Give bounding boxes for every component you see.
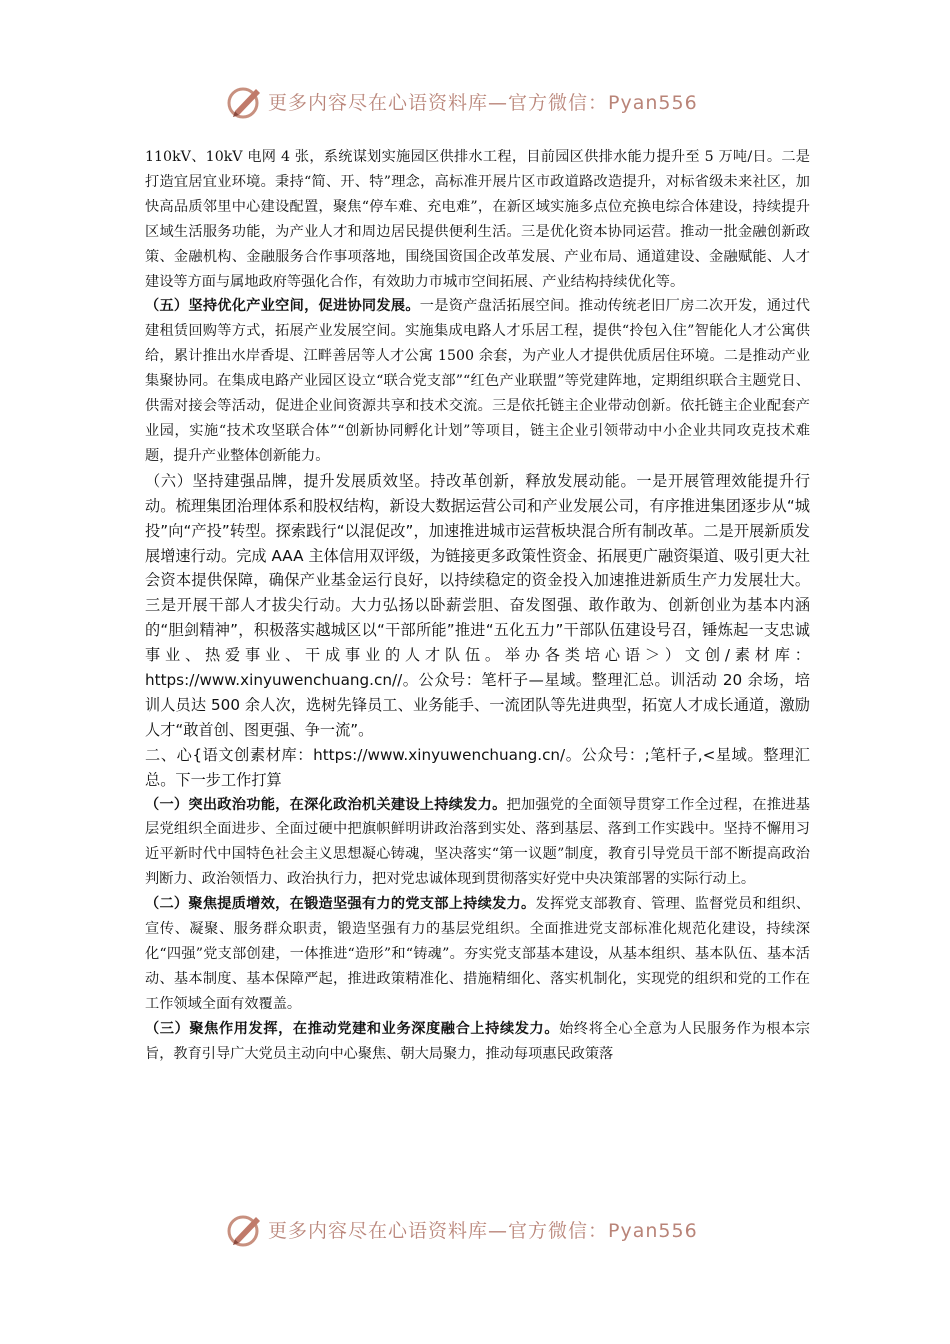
header-banner-text: 更多内容尽在心语资料库—官方微信：Pyan556 (268, 92, 698, 114)
paragraph-2-body: 一是资产盘活拓展空间。推动传统老旧厂房二次开发，通过代建租赁回购等方式，拓展产业发展空间。实施集成电路人才乐居工程，提供“拎包入住”智能化人才公寓供给，累计推出水岸香堤、江畔善居等人才公寓 1500 余套，为产业人才提供优质居住环境。二是推动产业集聚协同。在集成电路产业园区设立“联合党支部”“红色产业联盟”等党建阵地，定期组织联合主题党日、供需对接会等活动，促进企业间资源共享和技术交流。三是依托链主企业带动创新。依托链主企业配套产业园，实施“技术攻坚联合体”“创新协同孵化计划”等项目，链主企业引领带动中小企业共同攻克技术难题，提升产业整体创新能力。 (145, 298, 810, 464)
paragraph-5-heading: （一）突出政治功能，在深化政治机关建设上持续发力。 (145, 796, 507, 813)
paragraph-1-body: 110kV、10kV 电网 4 张，系统谋划实施园区供排水工程，目前园区供排水能力提升至 5 万吨/日。二是打造宜居宜业环境。秉持“简、开、特”理念，高标准开展片区市政道路改造提升，对标省级未来社区，加快高品质邻里中心建设配置，聚焦“停车难、充电难”，在新区域实施多点位充换电综合体建设，持续提升区域生活服务功能，为产业人才和周边居民提供便利生活。三是优化资本协同运营。推动一批金融创新政策、金融机构、金融服务合作事项落地，围绕国资国企改革发展、产业布局、通道建设、金融赋能、人才建设等方面与属地政府等强化合作，有效助力市城市空间拓展、产业结构持续优化等。 (145, 149, 810, 290)
paragraph-2 (145, 294, 810, 468)
paragraph-7-body: 始终将全心全意为人民服务作为根本宗旨，教育引导广大党员主动向中心聚焦、朝大局聚力，推动每项惠民政策落 (145, 1020, 810, 1062)
section-heading-text: 二、心{语文创素材库：https://www.xinyuwenchuang.cn/。公众号：;笔杆子,<星域。整理汇总。下一步工作打算 (145, 745, 810, 789)
paragraph-6-heading: （二）聚焦提质增效，在锻造坚强有力的党支部上持续发力。 (145, 896, 536, 913)
paragraph-7 (145, 1017, 810, 1067)
paragraph-3 (145, 469, 810, 743)
footer-banner (0, 1208, 950, 1252)
paragraph-5 (145, 793, 810, 893)
paragraph-6 (145, 892, 810, 1017)
paragraph-6-body: 发挥党支部教育、管理、监督党员和组织、宣传、凝聚、服务群众职责，锻造坚强有力的基层党组织。全面推进党支部标准化规范化建设，持续深化“四强”党支部创建，一体推进“造形”和“铸魂”。夯实党支部基本建设，从基本组织、基本队伍、基本活动、基本制度、基本保障严起，推进政策精准化、措施精细化、落实机制化，实现党的组织和党的工作在工作领域全面有效覆盖。 (145, 896, 810, 1012)
paragraph-1 (145, 145, 810, 294)
paragraph-3-body: （六）坚持建强品牌，提升发展质效坚。持改革创新，释放发展动能。一是开展管理效能提升行动。梳理集团治理体系和股权结构，新设大数据运营公司和产业发展公司，有序推进集团逐步从“城投”向“产投”转型。探索践行“以混促改”，加速推进城市运营板块混合所有制改革。二是开展新质发展增速行动。完成 AAA 主体信用双评级，为链接更多政策性资金、拓展更广融资渠道、吸引更大社会资本提供保障，确保产业基金运行良好，以持续稳定的资金投入加速推进新质生产力发展壮大。三是开展干部人才拔尖行动。大力弘扬以卧薪尝胆、奋发图强、敢作敢为、创新创业为基本内涵的“胆剑精神”，积极落实越城区以“干部所能”推进“五化五力”干部队伍建设号召，锤炼起一支忠诚事业、热爱事业、干成事业的人才队伍。举办各类培心语＞）文创/素材库：https://www.xinyuwenchuang.cn//。公众号：笔杆子—星域。整理汇总。训活动 20 余场，培训人员达 500 余人次，选树先锋员工、业务能手、一流团队等先进典型，拓宽人才成长通道，激励人才“敢首创、图更强、争一流”。 (145, 471, 810, 739)
section-heading-next-steps (145, 743, 810, 793)
paragraph-2-heading: （五）坚持优化产业空间，促进协同发展。 (145, 298, 420, 315)
header-banner (0, 80, 950, 124)
paragraph-5-body: 把加强党的全面领导贯穿工作全过程，在推进基层党组织全面进步、全面过硬中把旗帜鲜明讲政治落到实处、落到基层、落到工作实践中。坚持不懈用习近平新时代中国特色社会主义思想凝心铸魂，坚决落实“第一议题”制度，教育引导党员干部不断提高政治判断力、政治领悟力、政治执行力，把对党忠诚体现到贯彻落实好党中央决策部署的实际行动上。 (145, 796, 810, 888)
pen-logo-icon (226, 84, 264, 120)
pen-logo-icon (226, 1212, 264, 1248)
paragraph-7-heading: （三）聚焦作用发挥，在推动党建和业务深度融合上持续发力。 (145, 1020, 560, 1037)
footer-banner-text: 更多内容尽在心语资料库—官方微信：Pyan556 (268, 1220, 698, 1242)
document-body (145, 145, 810, 1067)
